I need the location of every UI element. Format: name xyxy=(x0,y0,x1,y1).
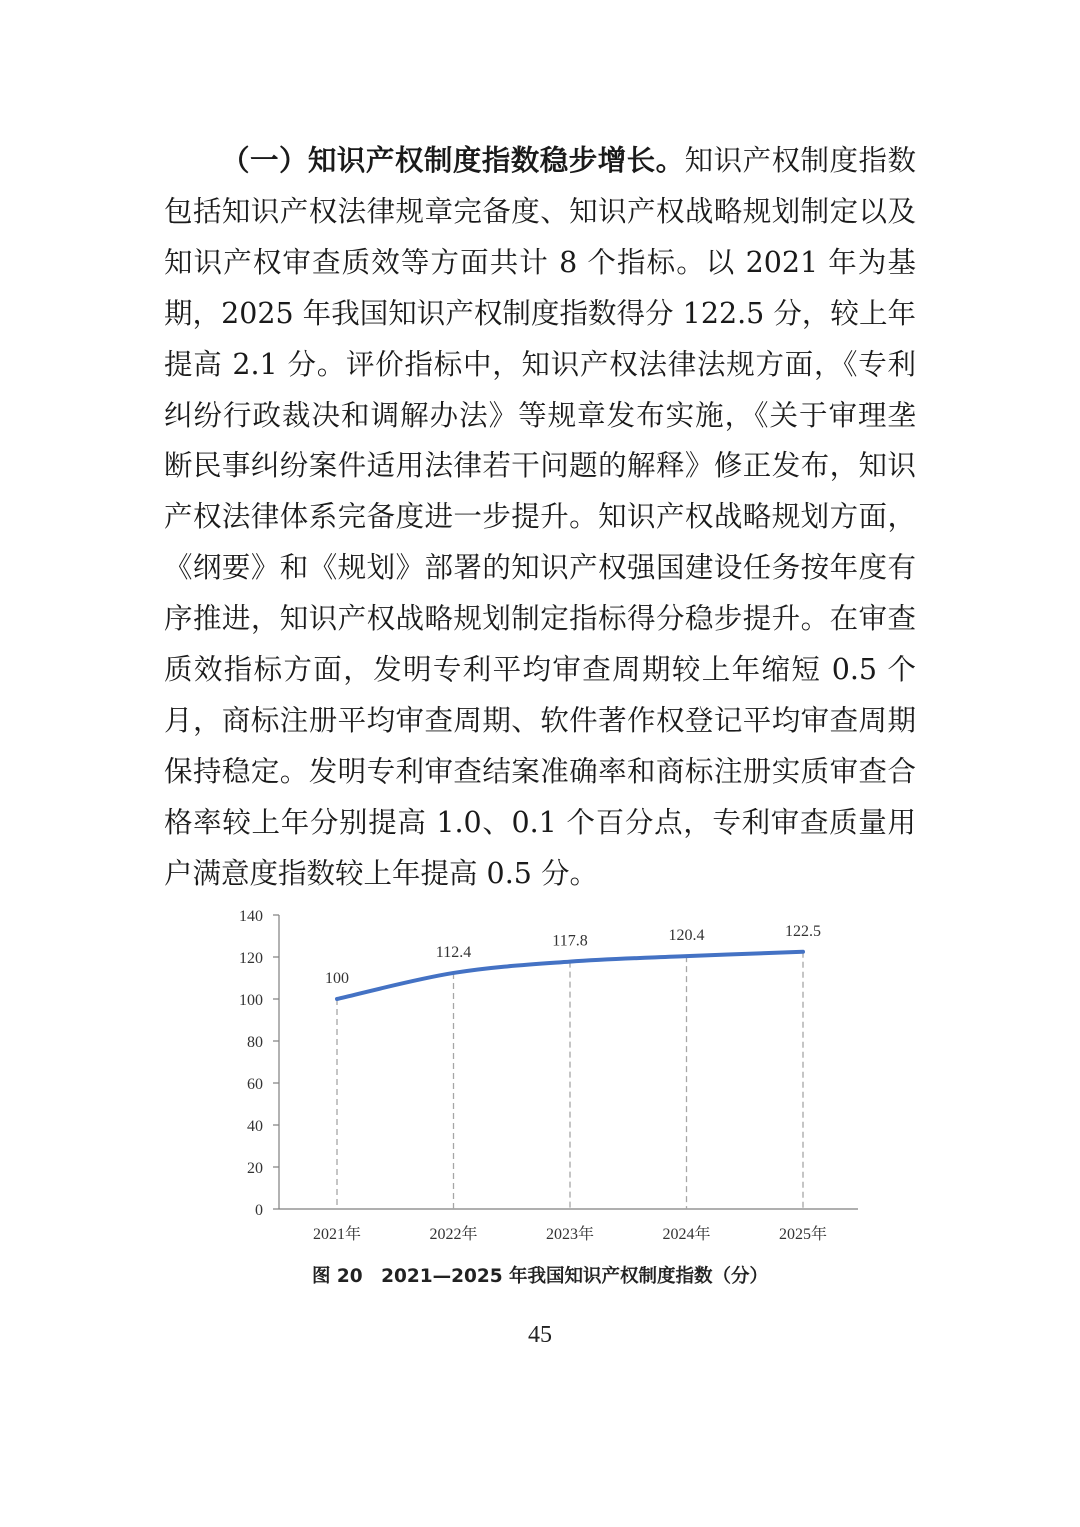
data-label: 100 xyxy=(325,970,349,987)
data-label: 122.5 xyxy=(785,922,821,940)
data-label: 120.4 xyxy=(668,927,705,945)
x-tick-labels xyxy=(313,1224,827,1243)
y-tick-label: 40 xyxy=(247,1118,263,1135)
chart-axes xyxy=(273,915,858,1209)
y-tick-label: 100 xyxy=(239,992,263,1009)
data-label: 112.4 xyxy=(435,943,472,961)
y-tick-labels xyxy=(239,908,263,1219)
data-label: 117.8 xyxy=(552,932,588,950)
x-tick-label: 2023年 xyxy=(545,1226,595,1243)
y-tick-label: 20 xyxy=(247,1160,263,1177)
paragraph-body: 知识产权制度指数包括知识产权法律规章完备度、知识产权战略规划制定以及知识产权审查质效等方面共计 8 个指标。以 2021 年为基期，2025 年我国知识产权制度指数得分 122.5 分，较上年提高 2.1 分。评价指标中，知识产权法律法规方面，《专利纠纷行政裁决和调解办法》等规章发布实施，《关于审理垄断民事纠纷案件适用法律若干问题的解释》修正发布，知识产权法律体系完备度进一步提升。知识产权战略规划方面，《纲要》和《规划》部署的知识产权强国建设任务按年度有序推进，知识产权战略规划制定指标得分稳步提升。在审查质效指标方面，发明专利平均审查周期较上年缩短 0.5 个月，商标注册平均审查周期、软件著作权登记平均审查周期保持稳定。发明专利审查结案准确率和商标注册实质审查合格率较上年分别提高 1.0、0.1 个百分点，专利审查质量用户满意度指数较上年提高 0.5 分。 xyxy=(164,144,916,890)
paragraph-heading: （一）知识产权制度指数稳步增长。 xyxy=(221,144,685,177)
x-tick-label: 2024年 xyxy=(662,1226,711,1243)
chart-droplines xyxy=(337,952,803,1209)
y-tick-label: 140 xyxy=(239,908,263,925)
y-tick-label: 120 xyxy=(239,950,263,967)
y-tick-label: 60 xyxy=(247,1076,263,1093)
figure-caption: 图 20 2021—2025 年我国知识产权制度指数（分） xyxy=(311,1266,769,1287)
x-tick-label: 2021年 xyxy=(312,1226,362,1243)
y-tick-label: 80 xyxy=(247,1034,263,1051)
page-number: 45 xyxy=(528,1322,552,1348)
x-tick-label: 2022年 xyxy=(429,1226,478,1243)
y-tick-label: 0 xyxy=(255,1202,263,1219)
x-tick-label: 2025年 xyxy=(778,1226,828,1243)
